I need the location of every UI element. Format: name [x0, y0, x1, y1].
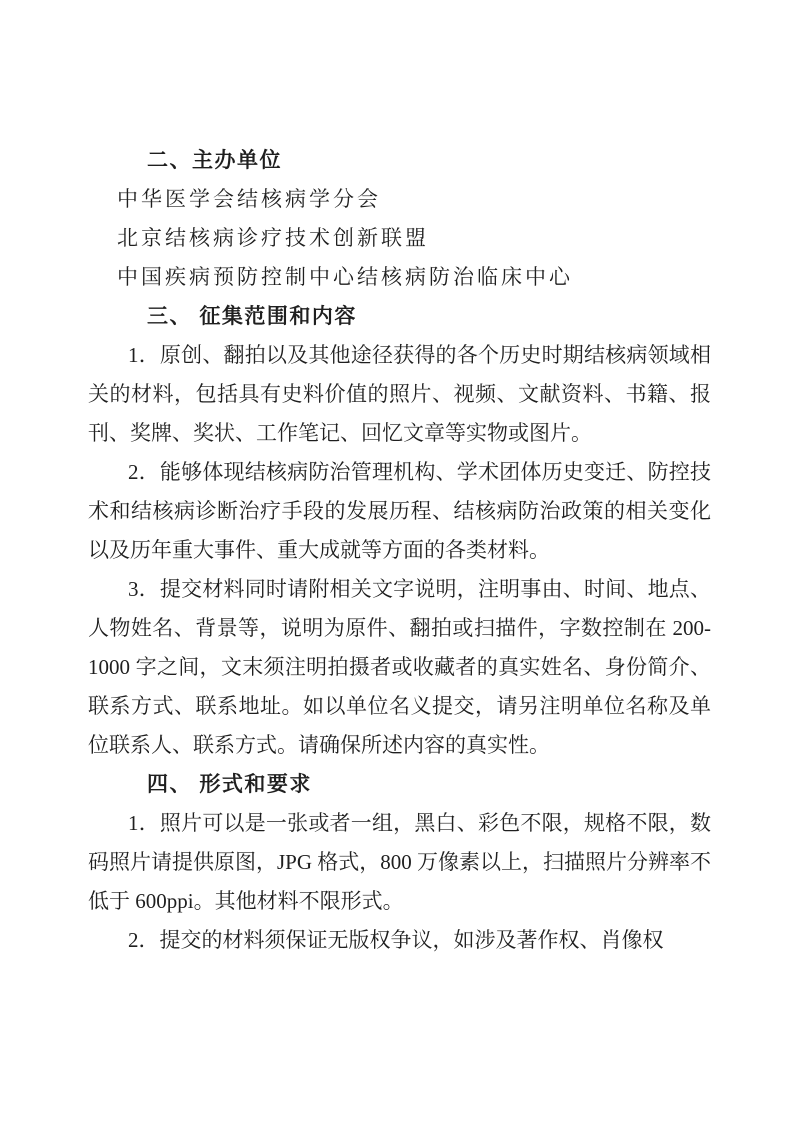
- organizer-line: 中华医学会结核病学分会: [117, 187, 381, 211]
- format-item-2: 2．提交的材料须保证无版权争议，如涉及著作权、肖像权: [128, 928, 664, 952]
- section-heading-organizers: 二、主办单位: [147, 149, 282, 172]
- section-heading-format: 四、 形式和要求: [147, 773, 312, 796]
- scope-item-1: 1．原创、翻拍以及其他途径获得的各个历史时期结核病领域相关的材料，包括具有史料价值的照片、视频、文献资料、书籍、报刊、奖牌、奖状、工作笔记、回忆文章等实物或图片。: [88, 343, 711, 445]
- scope-item-2: 2．能够体现结核病防治管理机构、学术团体历史变迁、防控技术和结核病诊断治疗手段的发展历程、结核病防治政策的相关变化以及历年重大事件、重大成就等方面的各类材料。: [88, 460, 711, 562]
- section-heading-scope: 三、 征集范围和内容: [147, 305, 357, 328]
- organizer-line: 北京结核病诊疗技术创新联盟: [117, 226, 429, 250]
- scope-item-3: 3．提交材料同时请附相关文字说明，注明事由、时间、地点、人物姓名、背景等，说明为原件、翻拍或扫描件，字数控制在 200-1000 字之间，文末须注明拍摄者或收藏者的真实姓名、身份简介、联系方式、联系地址。如以单位名义提交，请另注明单位名称及单位联系人、联系方式。请确保所述内容的真实性。: [88, 577, 711, 757]
- format-item-1: 1．照片可以是一张或者一组，黑白、彩色不限，规格不限，数码照片请提供原图，JPG 格式，800 万像素以上，扫描照片分辨率不低于 600ppi。其他材料不限形式。: [88, 811, 712, 913]
- organizer-line: 中国疾病预防控制中心结核病防治临床中心: [117, 265, 573, 289]
- document-body: [88, 141, 711, 960]
